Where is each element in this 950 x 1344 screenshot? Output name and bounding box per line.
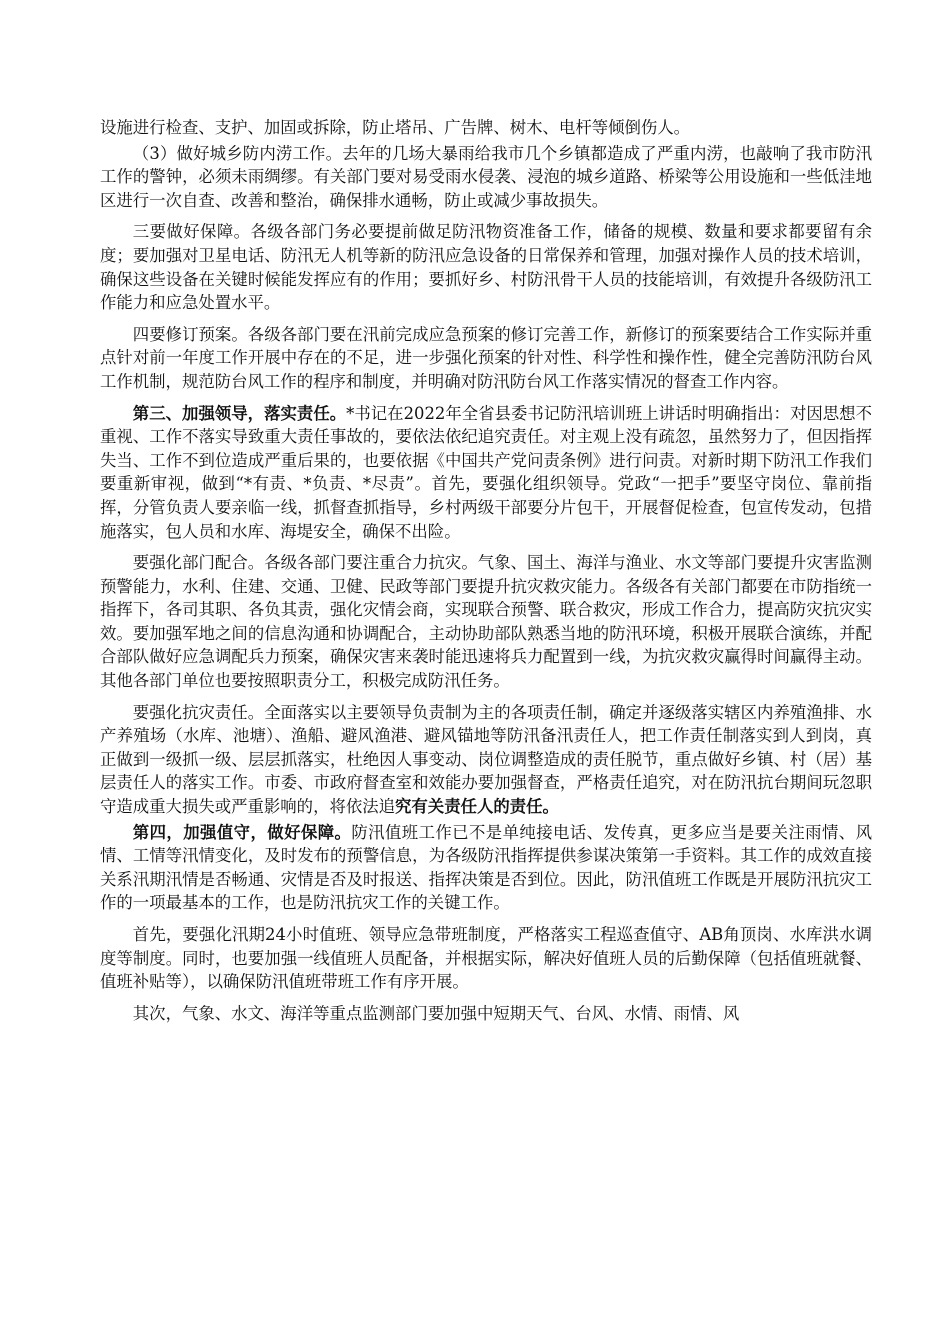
paragraph-text: 四要修订预案。各级各部门要在汛前完成应急预案的修订完善工作，新修订的预案要结合工作实际并重点针对前一年度工作开展中存在的不足，进一步强化预案的针对性、科学性和操作性，健全完善防汛防台风工作机制，规范防台风工作的程序和制度，并明确对防汛防台风工作落实情况的督查工作内容。 xyxy=(100,324,872,391)
paragraph-text: *书记在2022年全省县委书记防汛培训班上讲话时明确指出：对因思想不重视、工作不落实导致重大责任事故的，要依法依纪追究责任。对主观上没有疏忽，虽然努力了，但因指挥失当、工作不到位造成严重后果的，也要依据《中国共产党问责条例》进行问责。对新时期下防汛工作我们要重新审视，做到“*有责、*负责、*尽责”。首先，要强化组织领导。党政“一把手”要坚守岗位、靠前指挥，分管负责人要亲临一线，抓督查抓指导，乡村两级干部要分片包干，开展督促检查，包宣传发动，包措施落实，包人员和水库、海堤安全，确保不出险。 xyxy=(100,403,872,541)
paragraph-text: 防汛值班工作已不是单纯接电话、发传真，更多应当是要关注雨情、风情、工情等汛情变化，及时发布的预警信息，为各级防汛指挥提供参谋决策第一手资料。其工作的成效直接关系汛期汛情是否畅通、灾情是否及时报送、指挥决策是否到位。因此，防汛值班工作既是开展防汛抗灾工作的一项最基本的工作，也是防汛抗灾工作的关键工作。 xyxy=(100,822,873,913)
paragraph-bold-tail: 究有关责任人的责任。 xyxy=(395,797,559,817)
paragraph-disaster-responsibility xyxy=(100,701,872,819)
paragraph-monitoring xyxy=(100,1002,872,1026)
paragraph-text: 首先，要强化汛期24小时值班、领导应急带班制度，严格落实工程巡查值守、AB角顶岗、水库洪水调度等制度。同时，也要加强一线值班人员配备，并根据实际，解决好值班人员的后勤保障（包括值班就餐、值班补贴等），以确保防汛值班带班工作有序开展。 xyxy=(100,925,872,992)
paragraph-duty-system xyxy=(100,923,872,994)
paragraph-text: 三要做好保障。各级各部门务必要提前做足防汛物资准备工作，储备的规模、数量和要求都要留有余度；要加强对卫星电话、防汛无人机等新的防汛应急设备的日常保养和管理，加强对操作人员的技术培训，确保这些设备在关键时候能发挥应有的作用；要抓好乡、村防汛骨干人员的技能培训，有效提升各级防汛工作能力和应急处置水平。 xyxy=(100,222,872,313)
paragraph-revise-plans xyxy=(100,323,872,394)
paragraph-continuation xyxy=(100,116,872,140)
paragraph-section-four xyxy=(100,821,872,915)
section-heading: 第三、加强领导，落实责任。 xyxy=(132,403,347,423)
section-heading: 第四，加强值守，做好保障。 xyxy=(132,822,352,842)
paragraph-ensure-supplies xyxy=(100,220,872,314)
paragraph-text: （3）做好城乡防内涝工作。去年的几场大暴雨给我市几个乡镇都造成了严重内涝，也敲响了我市防汛工作的警钟，必须未雨绸缪。有关部门要对易受雨水侵袭、浸泡的城乡道路、桥梁等公用设施和一些低洼地区进行一次自查、改善和整治，确保排水通畅，防止或减少事故损失。 xyxy=(100,143,872,210)
paragraph-text: 设施进行检查、支护、加固或拆除，防止塔吊、广告牌、树木、电杆等倾倒伤人。 xyxy=(100,118,691,137)
paragraph-text: 其次，气象、水文、海洋等重点监测部门要加强中短期天气、台风、水情、雨情、风 xyxy=(132,1003,740,1023)
paragraph-text: 要强化部门配合。各级各部门要注重合力抗灾。气象、国土、海洋与渔业、水文等部门要提升灾害监测预警能力，水利、住建、交通、卫健、民政等部门要提升抗灾救灾能力。各级各有关部门都要在市防指统一指挥下，各司其职、各负其责，强化灾情会商，实现联合预警、联合救灾，形成工作合力，提高防灾抗灾实效。要加强军地之间的信息沟通和协调配合，主动协助部队熟悉当地的防汛环境，积极开展联合演练，并配合部队做好应急调配兵力预案，确保灾害来袭时能迅速将兵力配置到一线，为抗灾救灾赢得时间赢得主动。其他各部门单位也要按照职责分工，积极完成防汛任务。 xyxy=(100,553,872,691)
paragraph-urban-waterlogging xyxy=(100,142,872,213)
paragraph-department-coordination xyxy=(100,551,872,693)
paragraph-text: 要强化抗灾责任。全面落实以主要领导负责制为主的各项责任制，确定并逐级落实辖区内养殖渔排、水产养殖场（水库、池塘）、渔船、避风渔港、避风锚地等防汛备汛责任人，把工作责任制落实到人到岗，真正做到一级抓一级、层层抓落实，杜绝因人事变动、岗位调整造成的责任脱节，重点做好乡镇、村（居）基层责任人的落实工作。市委、市政府督查室和效能办要加强督查，严格责任追究，对在防汛抗台期间玩忽职守造成重大损失或严重影响的，将依法追 xyxy=(100,702,872,817)
paragraph-section-three xyxy=(100,402,872,544)
